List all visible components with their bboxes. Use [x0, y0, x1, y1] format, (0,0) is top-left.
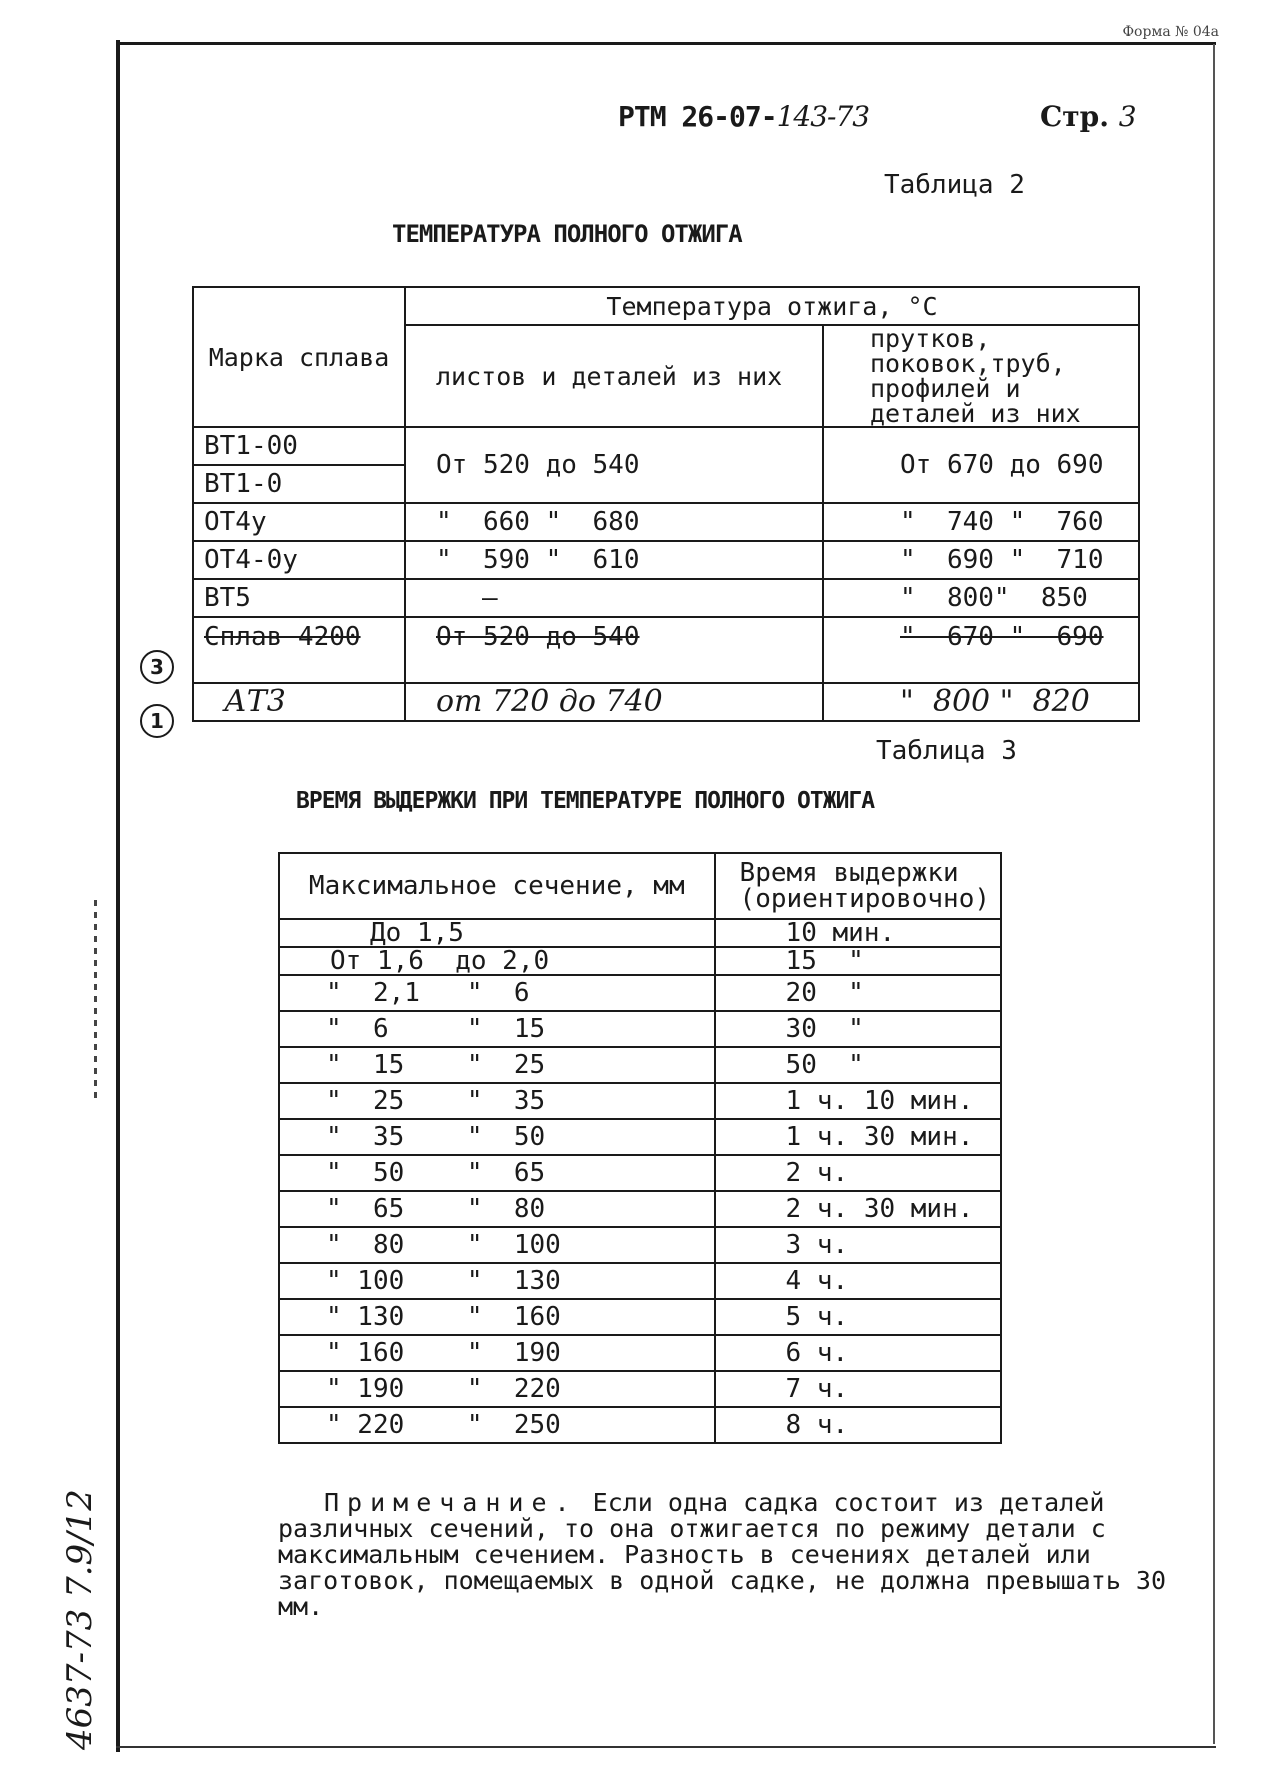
table-row: [279, 1155, 1001, 1191]
sheet-temperature: " 590 " 610: [405, 541, 823, 579]
alloy-brand: АТ3: [193, 683, 405, 721]
document-code: [618, 100, 869, 133]
table-row: [279, 1011, 1001, 1047]
sheet-temperature: " 660 " 680: [405, 503, 823, 541]
sheet-temperature: —: [405, 579, 823, 617]
table-row: [279, 1047, 1001, 1083]
table-row: [193, 541, 1139, 579]
table-row: [279, 1227, 1001, 1263]
section-range: От 1,6 до 2,0: [279, 947, 715, 975]
section-range: " 100 " 130: [279, 1263, 715, 1299]
table-header-row: [279, 853, 1001, 919]
document-code-handwritten: 143-73: [776, 100, 870, 133]
table-row-struck: [193, 617, 1139, 683]
section-range: " 160 " 190: [279, 1335, 715, 1371]
page-number-value: 3: [1118, 100, 1137, 133]
header-annealing-temperature: Температура отжига, °С: [405, 287, 1139, 325]
note-label: Примечание.: [324, 1488, 578, 1517]
page-number: [1040, 100, 1137, 133]
table3-title: ВРЕМЯ ВЫДЕРЖКИ ПРИ ТЕМПЕРАТУРЕ ПОЛНОГО ОТЖИГА: [296, 788, 875, 814]
margin-handwritten-note: 4637-73 7.9/12: [60, 1489, 100, 1750]
holding-time: 1 ч. 30 мин.: [715, 1119, 1001, 1155]
alloy-brand: ОТ4-0у: [193, 541, 405, 579]
sheet-temperature: От 520 до 540: [405, 617, 823, 683]
revision-marker-1: 1: [140, 704, 174, 738]
holding-time: 10 мин.: [715, 919, 1001, 947]
alloy-brand: ВТ5: [193, 579, 405, 617]
binding-marks: [94, 900, 97, 1100]
section-range: " 80 " 100: [279, 1227, 715, 1263]
table3-caption: Таблица 3: [876, 736, 1017, 766]
sheet-temperature: от 720 до 740: [405, 683, 823, 721]
rod-temperature: " 740 " 760: [823, 503, 1139, 541]
sheet-temperature: От 520 до 540: [405, 427, 823, 503]
table-row: [279, 1083, 1001, 1119]
table-row: [279, 1407, 1001, 1443]
header-holding-time: Время выдержки (ориентировочно): [715, 853, 1001, 919]
revision-marker-3: 3: [140, 650, 174, 684]
frame-right-border: [1213, 44, 1215, 1744]
rod-temperature: " 690 " 710: [823, 541, 1139, 579]
section-range: " 35 " 50: [279, 1119, 715, 1155]
section-range: " 190 " 220: [279, 1371, 715, 1407]
section-range: " 130 " 160: [279, 1299, 715, 1335]
holding-time: 7 ч.: [715, 1371, 1001, 1407]
section-range: " 15 " 25: [279, 1047, 715, 1083]
holding-time: 2 ч.: [715, 1155, 1001, 1191]
table-row: [279, 1119, 1001, 1155]
holding-time: 5 ч.: [715, 1299, 1001, 1335]
rod-temperature: " 800 " 820: [823, 683, 1139, 721]
holding-time: 30 ": [715, 1011, 1001, 1047]
table-row: [279, 947, 1001, 975]
holding-time: 3 ч.: [715, 1227, 1001, 1263]
section-range: " 6 " 15: [279, 1011, 715, 1047]
header-sheets: листов и деталей из них: [405, 325, 823, 427]
holding-time: 2 ч. 30 мин.: [715, 1191, 1001, 1227]
frame-top-border: [116, 42, 1216, 45]
table-row: [193, 427, 1139, 465]
table-row: [279, 1371, 1001, 1407]
frame-bottom-border: [116, 1746, 1216, 1748]
annealing-temperature-table: [192, 286, 1140, 722]
table2-caption: Таблица 2: [884, 170, 1025, 200]
table2-title: ТЕМПЕРАТУРА ПОЛНОГО ОТЖИГА: [392, 220, 742, 248]
header-alloy-brand: Марка сплава: [193, 287, 405, 427]
table-row: [193, 579, 1139, 617]
section-range: До 1,5: [279, 919, 715, 947]
section-range: " 65 " 80: [279, 1191, 715, 1227]
holding-time: 8 ч.: [715, 1407, 1001, 1443]
holding-time: 1 ч. 10 мин.: [715, 1083, 1001, 1119]
holding-time: 6 ч.: [715, 1335, 1001, 1371]
alloy-brand: Сплав 4200: [193, 617, 405, 683]
alloy-brand: ВТ1-00: [193, 427, 405, 465]
header-max-section: Максимальное сечение, мм: [279, 853, 715, 919]
table-row: [279, 975, 1001, 1011]
frame-left-border: [116, 40, 120, 1752]
table-row: [193, 503, 1139, 541]
page-label: Стр.: [1040, 100, 1109, 133]
table-row: [279, 1191, 1001, 1227]
alloy-brand: ОТ4у: [193, 503, 405, 541]
note-text: Если одна садка состоит из деталей различных сечений, то она отжигается по режиму детали с максимальным сечением. Разность в сечениях деталей или заготовок, помещаемых в одной садке, не должна превышать 30 мм.: [278, 1488, 1167, 1621]
holding-time: 4 ч.: [715, 1263, 1001, 1299]
section-range: " 220 " 250: [279, 1407, 715, 1443]
section-range: " 2,1 " 6: [279, 975, 715, 1011]
section-range: " 50 " 65: [279, 1155, 715, 1191]
header-rods: прутков, поковок,труб, профилей и деталей из них: [823, 325, 1139, 427]
rod-temperature: " 800" 850: [823, 579, 1139, 617]
section-range: " 25 " 35: [279, 1083, 715, 1119]
rod-temperature: От 670 до 690: [823, 427, 1139, 503]
table-row: [279, 1263, 1001, 1299]
holding-time: 50 ": [715, 1047, 1001, 1083]
rod-temperature: " 670 " 690: [823, 617, 1139, 683]
table-row: [279, 1335, 1001, 1371]
alloy-brand: ВТ1-0: [193, 465, 405, 503]
form-number: Форма № 04а: [1122, 24, 1219, 40]
document-code-prefix: РТМ 26-07-: [618, 100, 777, 133]
holding-time: 20 ": [715, 975, 1001, 1011]
table-row-handwritten: [193, 683, 1139, 721]
table-row: [279, 919, 1001, 947]
table-row: [279, 1299, 1001, 1335]
note-paragraph: [278, 1490, 1178, 1620]
holding-time-table: [278, 852, 1002, 1444]
holding-time: 15 ": [715, 947, 1001, 975]
